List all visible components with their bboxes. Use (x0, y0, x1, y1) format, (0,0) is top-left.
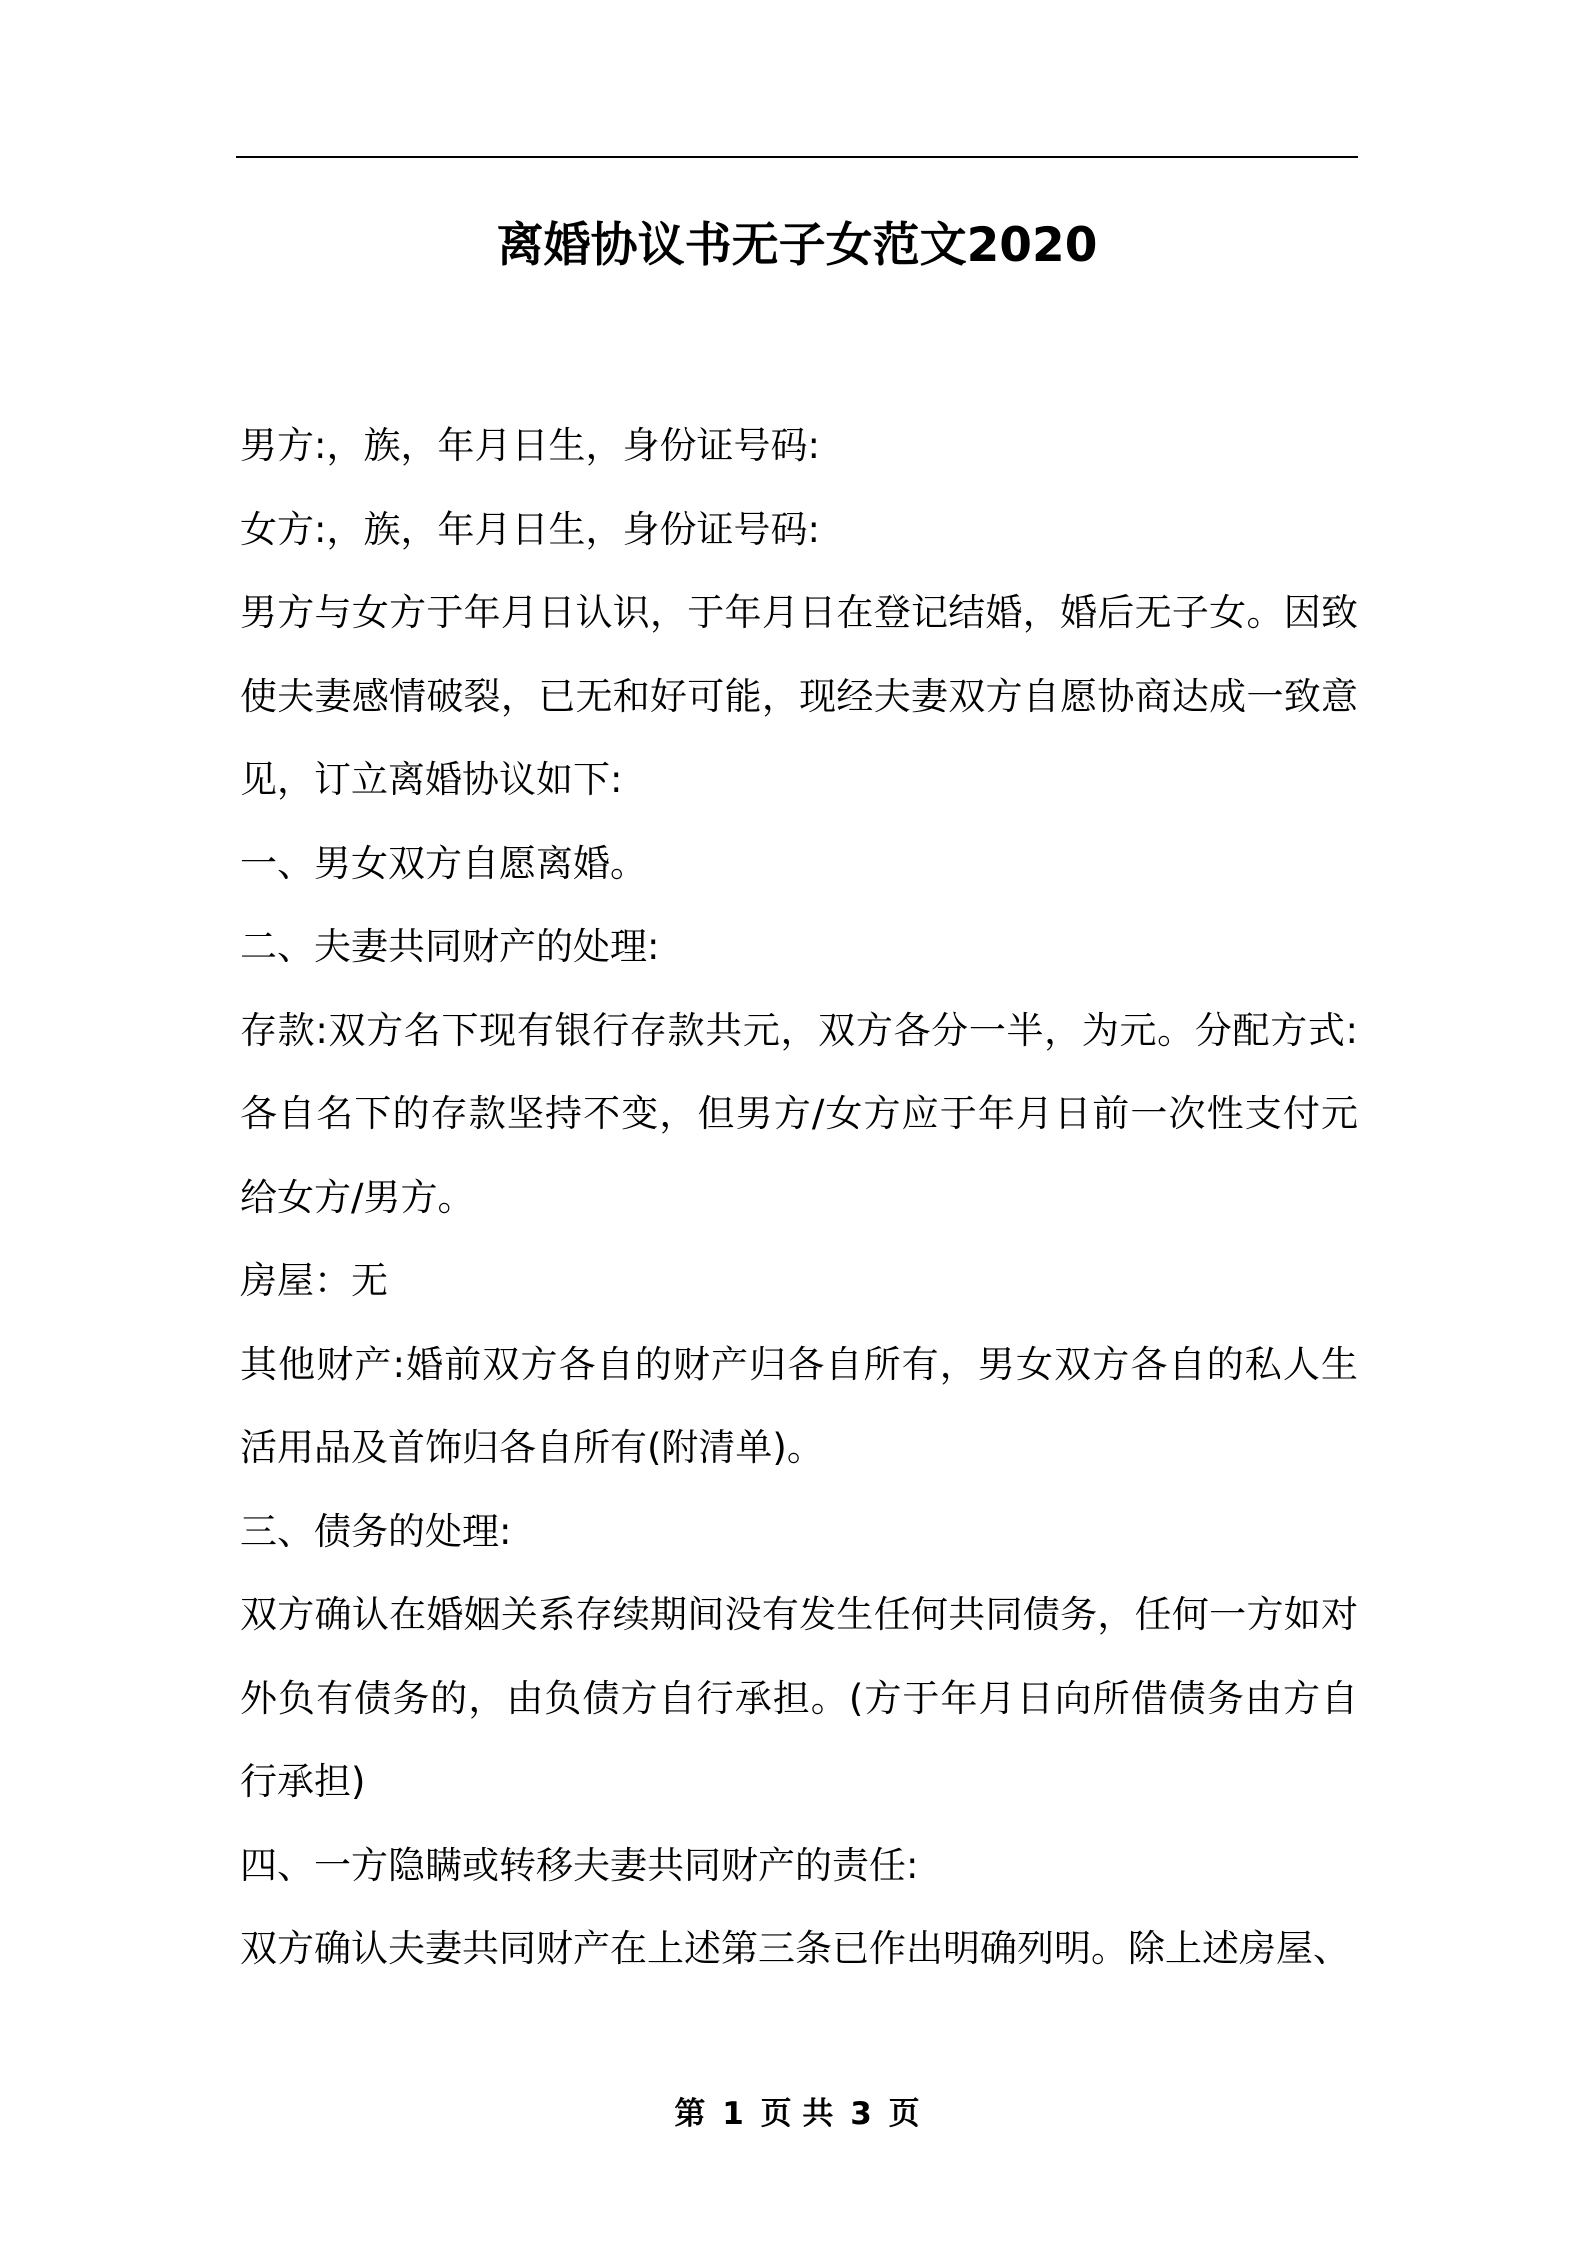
clause-2-deposits: 存款:双方名下现有银行存款共元，双方各分一半，为元。分配方式:各自名下的存款坚持不变，但男方/女方应于年月日前一次性支付元给女方/男方。 (240, 1008, 1358, 1219)
clause-4-heading: 四、一方隐瞒或转移夫妻共同财产的责任: (240, 1843, 919, 1887)
footer-mid: 页 共 (760, 2096, 834, 2132)
footer-current-page: 1 (722, 2096, 744, 2132)
clause-1-divorce: 一、男女双方自愿离婚。 (240, 841, 647, 885)
clause-2-housing: 房屋：无 (240, 1259, 388, 1302)
document-title: 离婚协议书无子女范文2020 (496, 218, 1098, 273)
clause-2-heading: 二、夫妻共同财产的处理: (240, 925, 660, 968)
footer-suffix: 页 (888, 2096, 920, 2132)
page-footer (236, 2092, 1358, 2136)
footer-total-pages: 3 (850, 2096, 872, 2132)
paragraph-husband-info: 男方:，族，年月日生，身份证号码: (240, 424, 820, 467)
document-body (240, 404, 1358, 1991)
paragraph-preamble: 男方与女方于年月日认识，于年月日在登记结婚，婚后无子女。因致使夫妻感情破裂，已无和好可能，现经夫妻双方自愿协商达成一致意见，订立离婚协议如下: (240, 591, 1358, 801)
footer-prefix: 第 (674, 2096, 706, 2132)
clause-2-other-property: 其他财产:婚前双方各自的财产归各自所有，男女双方各自的私人生活用品及首饰归各自所有(附清单)。 (240, 1342, 1358, 1469)
clause-3-debts: 双方确认在婚姻关系存续期间没有发生任何共同债务，任何一方如对外负有债务的，由负债方自行承担。(方于年月日向所借债务由方自行承担) (240, 1593, 1358, 1803)
paragraph-wife-info: 女方:，族，年月日生，身份证号码: (240, 507, 820, 551)
clause-3-heading: 三、债务的处理: (240, 1509, 512, 1553)
header-rule (236, 156, 1358, 158)
clause-4-body: 双方确认夫妻共同财产在上述第三条已作出明确列明。除上述房屋、 (240, 1927, 1350, 1970)
